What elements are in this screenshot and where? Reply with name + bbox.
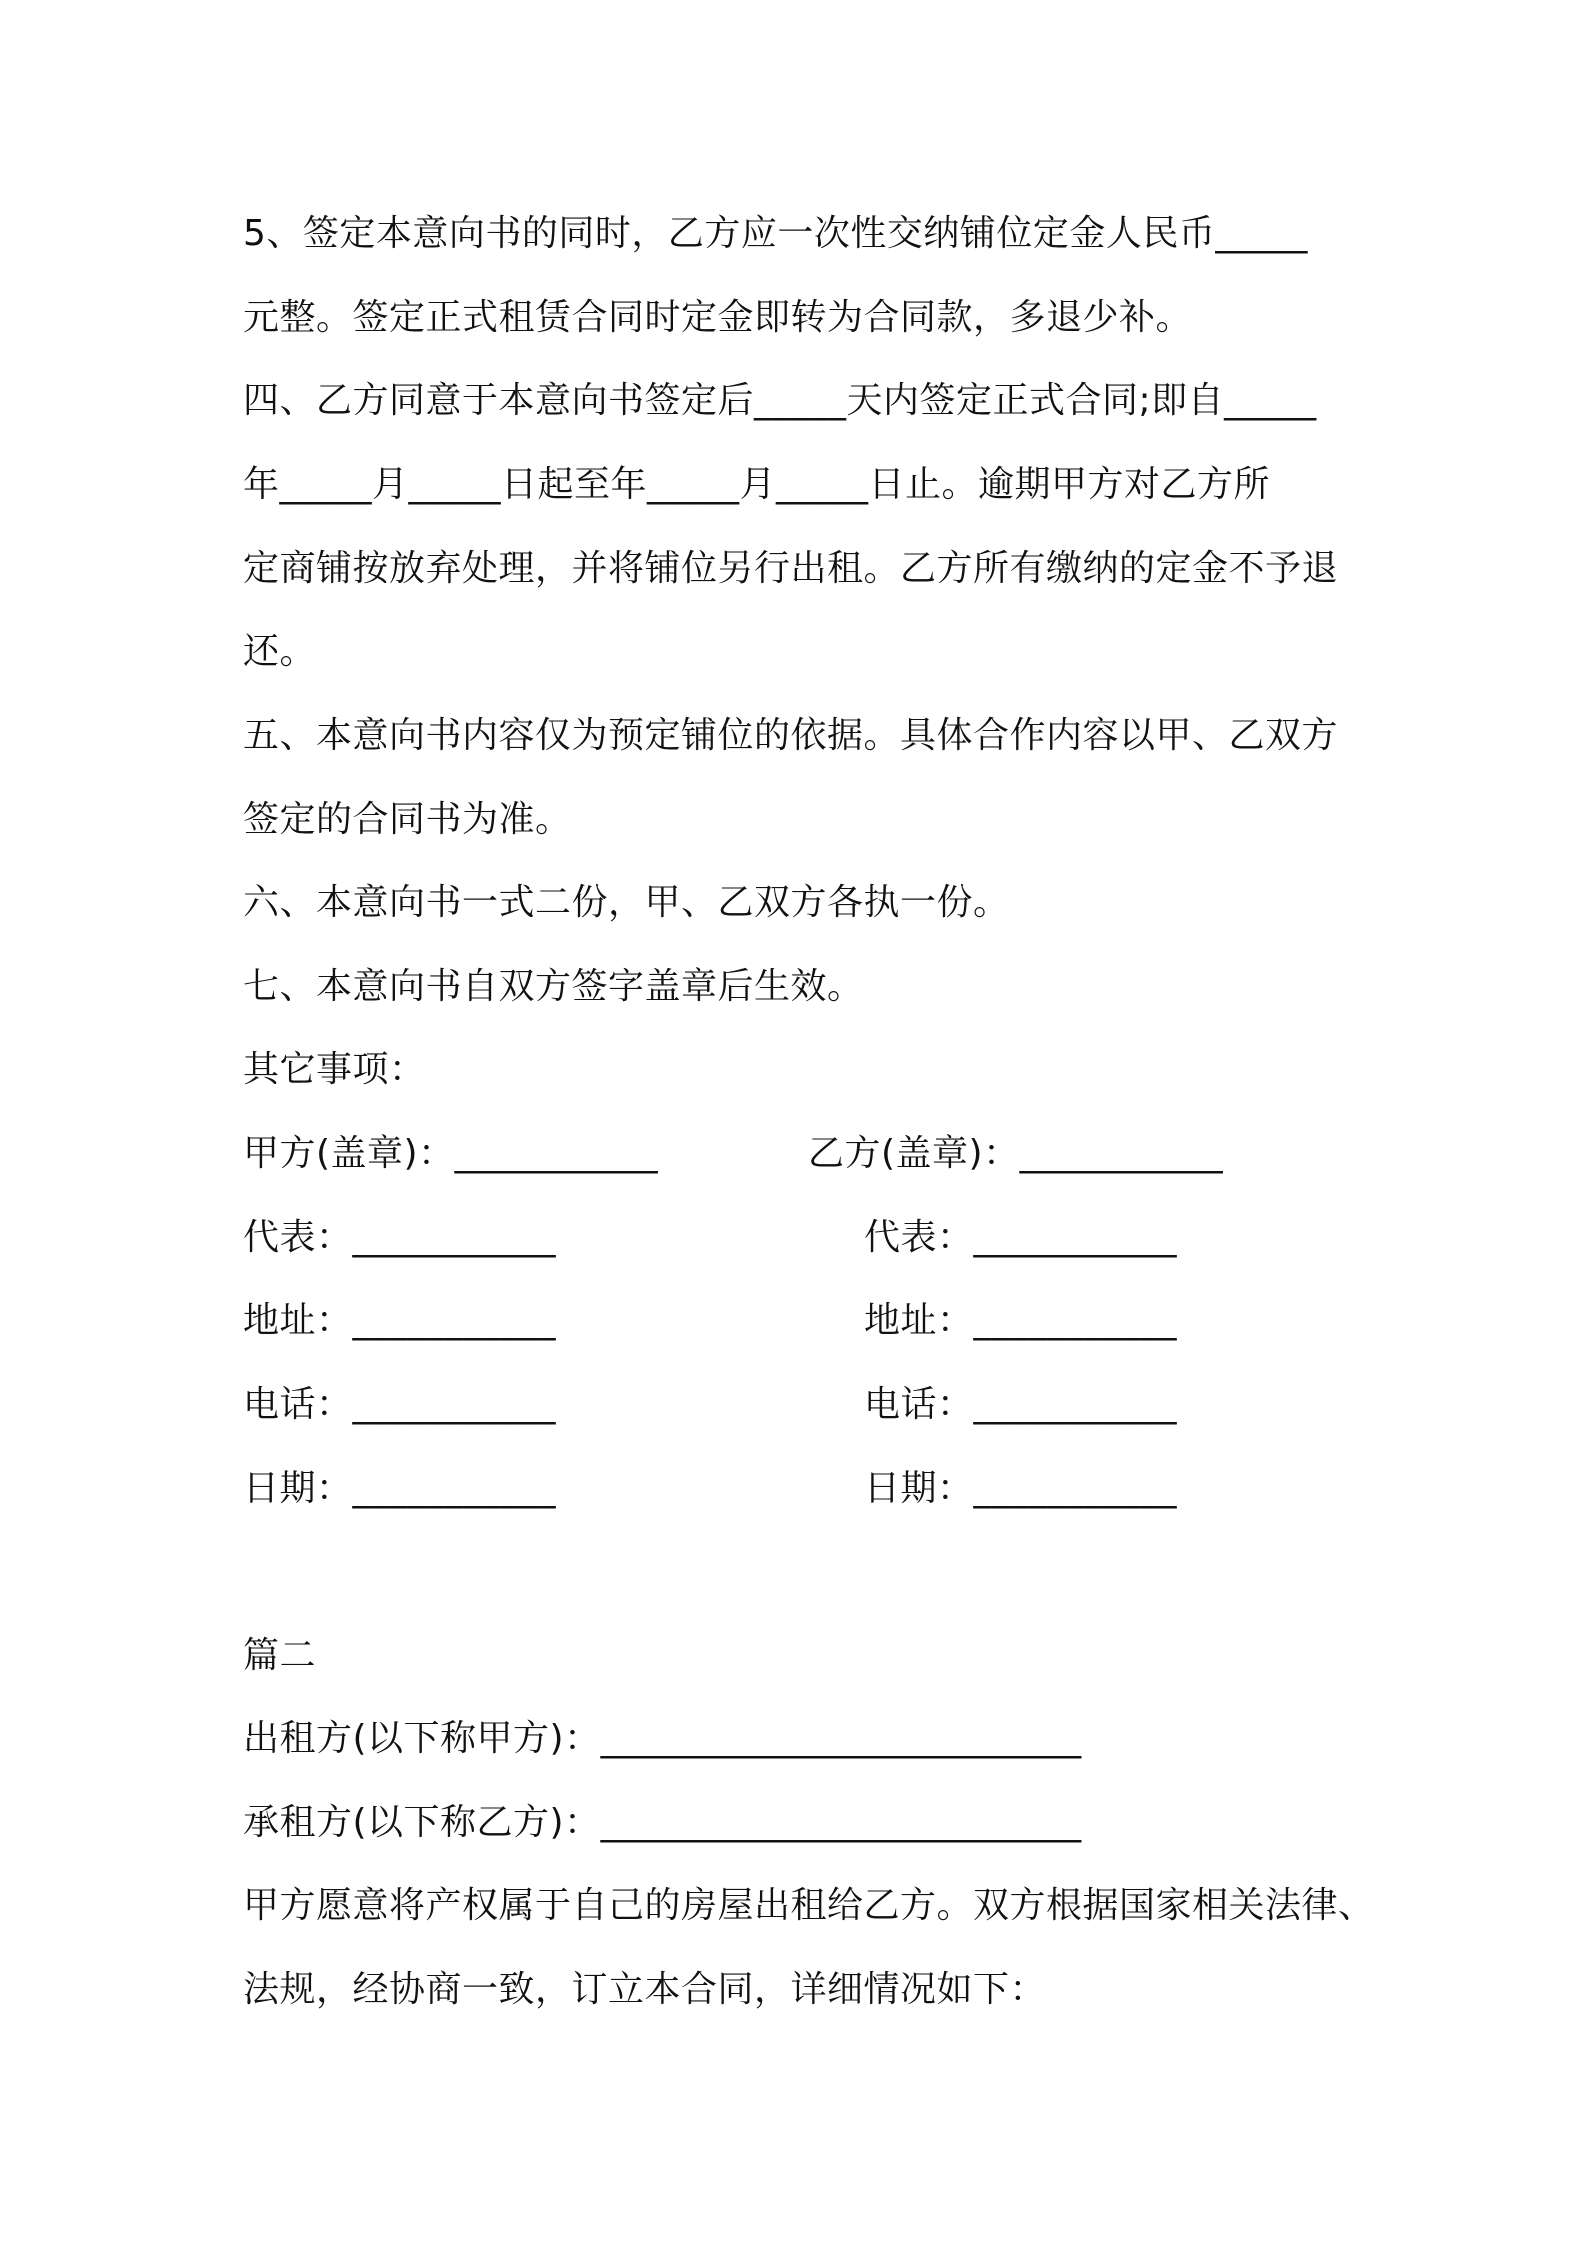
intro-paragraph-line: 甲方愿意将产权属于自己的房屋出租给乙方。双方根据国家相关法律、 — [243, 1885, 1375, 1926]
party-a-address-field: 地址：___________ — [243, 1300, 557, 1341]
paragraph-line: 5、签定本意向书的同时，乙方应一次性交纳铺位定金人民币_____ — [243, 213, 1308, 254]
paragraph-line: 年_____月_____日起至年_____月_____日止。逾期甲方对乙方所 — [243, 464, 1271, 505]
section-heading: 篇二 — [243, 1635, 317, 1676]
paragraph-line: 定商铺按放弃处理，并将铺位另行出租。乙方所有缴纳的定金不予退 — [243, 548, 1339, 589]
party-a-representative-field: 代表：___________ — [243, 1217, 557, 1258]
paragraph-line: 五、本意向书内容仅为预定铺位的依据。具体合作内容以甲、乙双方 — [243, 715, 1339, 756]
party-b-phone-field: 电话：___________ — [864, 1384, 1178, 1425]
paragraph-line: 四、乙方同意于本意向书签定后_____天内签定正式合同;即自_____ — [243, 380, 1317, 421]
party-a-seal-field: 甲方(盖章)：___________ — [243, 1133, 659, 1174]
party-b-date-field: 日期：___________ — [864, 1468, 1178, 1509]
other-matters-label: 其它事项： — [243, 1049, 426, 1090]
party-b-representative-field: 代表：___________ — [864, 1217, 1178, 1258]
party-a-phone-field: 电话：___________ — [243, 1384, 557, 1425]
intro-paragraph-line: 法规，经协商一致，订立本合同，详细情况如下： — [243, 1969, 1047, 2010]
party-b-address-field: 地址：___________ — [864, 1300, 1178, 1341]
paragraph-line: 六、本意向书一式二份，甲、乙双方各执一份。 — [243, 882, 1010, 923]
lessee-field: 承租方(以下称乙方)：__________________________ — [243, 1802, 1082, 1843]
paragraph-line: 签定的合同书为准。 — [243, 799, 572, 840]
paragraph-line: 元整。签定正式租赁合同时定金即转为合同款，多退少补。 — [243, 297, 1193, 338]
paragraph-line: 还。 — [243, 631, 317, 672]
party-b-seal-field: 乙方(盖章)：___________ — [808, 1133, 1224, 1174]
lessor-field: 出租方(以下称甲方)：__________________________ — [243, 1718, 1082, 1759]
paragraph-line: 七、本意向书自双方签字盖章后生效。 — [243, 966, 864, 1007]
party-a-date-field: 日期：___________ — [243, 1468, 557, 1509]
